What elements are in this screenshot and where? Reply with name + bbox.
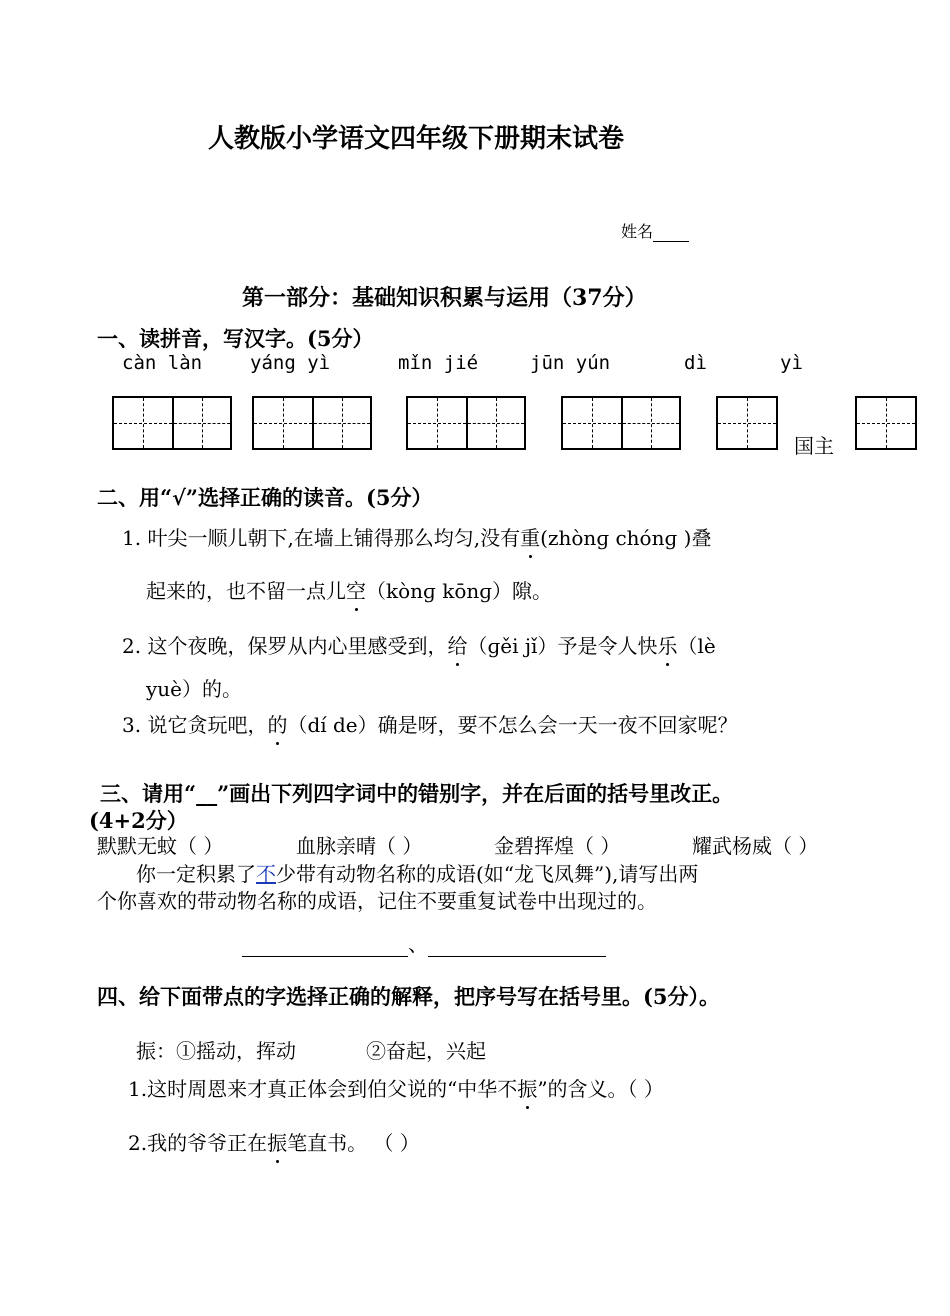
writing-grid-5[interactable]: [716, 396, 778, 450]
writing-grid-6[interactable]: [855, 396, 917, 450]
section2-heading: 二、用“√”选择正确的读音。(5分）: [97, 485, 433, 510]
writing-grid-2[interactable]: [252, 396, 372, 450]
section3-score: (4+2分）: [89, 808, 188, 833]
question2-3: 3. 说它贪玩吧，的（dí de）确是呀，要不怎么会一天一夜不回家呢？: [122, 709, 738, 738]
exam-title: 人教版小学语文四年级下册期末试卷: [208, 124, 625, 154]
pinyin-4: jūn yún: [530, 352, 611, 374]
pinyin-5: dì: [684, 352, 707, 374]
name-field: [621, 219, 689, 242]
part1-heading: 第一部分：基础知识积累与运用（37分）: [242, 285, 647, 311]
typo-word-4: 耀武杨威（ ）: [692, 834, 819, 858]
dotted-char: 振: [267, 1127, 287, 1156]
writing-grid-4[interactable]: [561, 396, 681, 450]
grid-suffix: 国主: [794, 434, 834, 458]
question2-2-line2: yuè）的。: [146, 677, 243, 701]
dotted-char: 振: [517, 1073, 537, 1102]
writing-grid-3[interactable]: [406, 396, 526, 450]
idiom-prompt-line2: 个你喜欢的带动物名称的成语，记住不要重复试卷中出现过的。: [97, 889, 657, 913]
typo-word-3: 金碧挥煌（ ）: [494, 834, 621, 858]
pinyin-1: càn làn: [122, 352, 203, 374]
dotted-char: 重: [520, 522, 540, 551]
answer-blank-2[interactable]: [428, 938, 606, 957]
pinyin-3: mǐn jié: [398, 352, 479, 374]
dotted-char: 的: [267, 709, 287, 738]
idiom-prompt-line1: 你一定积累了不少带有动物名称的成语(如“龙飞凤舞”),请写出两: [136, 862, 699, 886]
definition-options: 振：①摇动，挥动 ②奋起，兴起: [136, 1039, 486, 1063]
name-blank[interactable]: [653, 225, 689, 242]
typo-word-1: 默默无蚊（ ）: [97, 834, 224, 858]
section1-heading: 一、读拼音，写汉字。(5分）: [97, 326, 374, 351]
pinyin-6: yì: [780, 352, 803, 374]
question2-1-line1: 1. 叶尖一顺儿朝下,在墙上铺得那么均匀,没有重(zhònɡ chónɡ )叠: [122, 522, 711, 551]
typo-word-2: 血脉亲晴（ ）: [296, 834, 423, 858]
question2-1-line2: 起来的，也不留一点儿空（kònɡ kōnɡ）隙。: [146, 575, 552, 604]
dotted-char: 乐: [657, 630, 677, 659]
dotted-char: 给: [447, 630, 467, 659]
pinyin-2: yáng yì: [250, 352, 331, 374]
question4-2: 2.我的爷爷正在振笔直书。 （ ）: [128, 1127, 420, 1156]
name-label: 姓名: [621, 222, 654, 241]
section3-heading: 三、请用“__”画出下列四字词中的错别字，并在后面的括号里改正。: [100, 781, 734, 806]
question2-2-line1: 2. 这个夜晚，保罗从内心里感受到，给（ɡěi jǐ）予是令人快乐（lè: [122, 630, 716, 659]
idiom-answer-lines: 、: [242, 928, 606, 957]
question4-1: 1.这时周恩来才真正体会到伯父说的“中华不振”的含义。（ ）: [128, 1073, 664, 1102]
writing-grid-1[interactable]: [112, 396, 232, 450]
hyperlink-text[interactable]: 不: [256, 862, 276, 886]
section4-heading: 四、给下面带点的字选择正确的解释，把序号写在括号里。(5分）。: [97, 984, 721, 1009]
dotted-char: 空: [346, 575, 366, 604]
answer-blank-1[interactable]: [242, 938, 408, 957]
